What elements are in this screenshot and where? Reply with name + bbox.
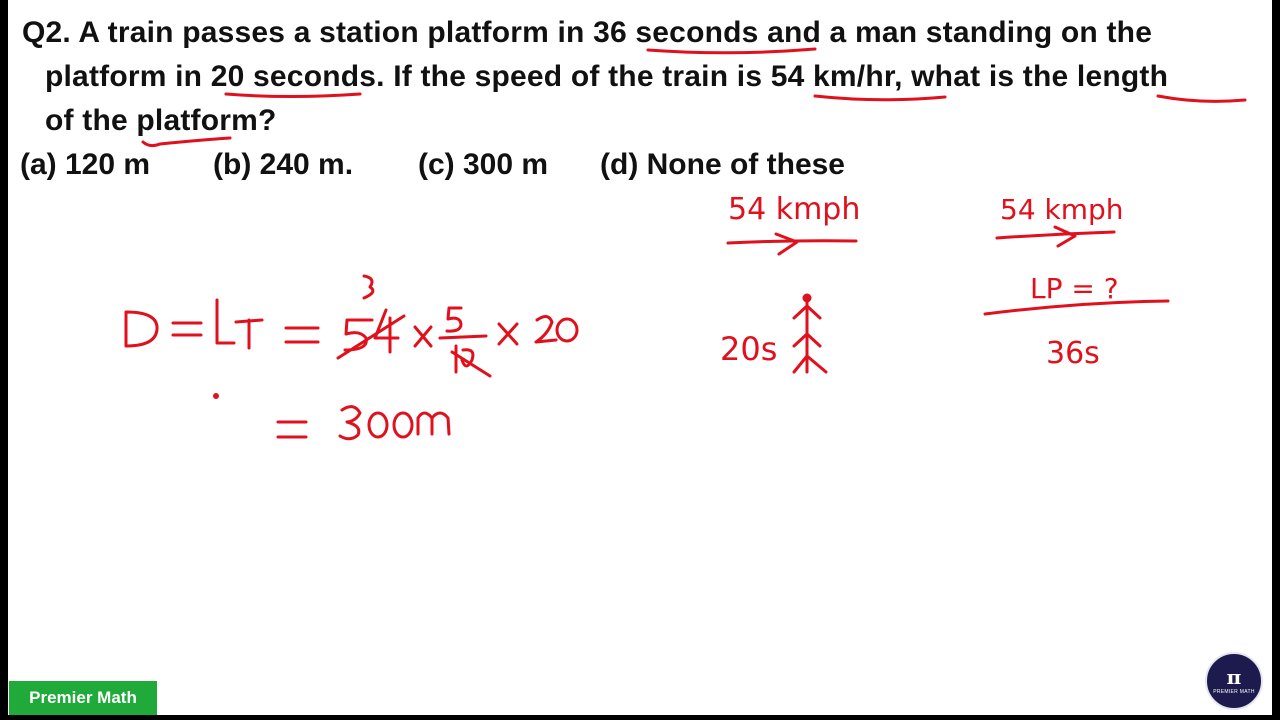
fraction-denominator: 36s (1046, 336, 1100, 371)
brand-logo (1205, 652, 1263, 710)
logo-text: PREMIER MATH (1213, 689, 1255, 695)
option-a: (a) 120 m (20, 148, 151, 181)
speed-label-1: 54 kmph (728, 192, 861, 227)
pi-icon: π (1226, 665, 1242, 689)
option-c: (c) 300 m (418, 148, 549, 181)
question-line-2: platform in 20 seconds. If the speed of the train is 54 km/hr, what is the length (45, 60, 1169, 93)
question-line-3: of the platform? (45, 104, 277, 137)
time-label-1: 20s (720, 330, 778, 368)
fraction-numerator: LP = ? (1030, 272, 1119, 305)
option-b: (b) 240 m. (213, 148, 354, 181)
option-d: (d) None of these (600, 148, 845, 181)
speed-label-2: 54 kmph (1000, 193, 1124, 226)
brand-label: Premier Math (9, 681, 157, 715)
question-line-1: Q2. A train passes a station platform in 36 seconds and a man standing on the (22, 16, 1153, 49)
